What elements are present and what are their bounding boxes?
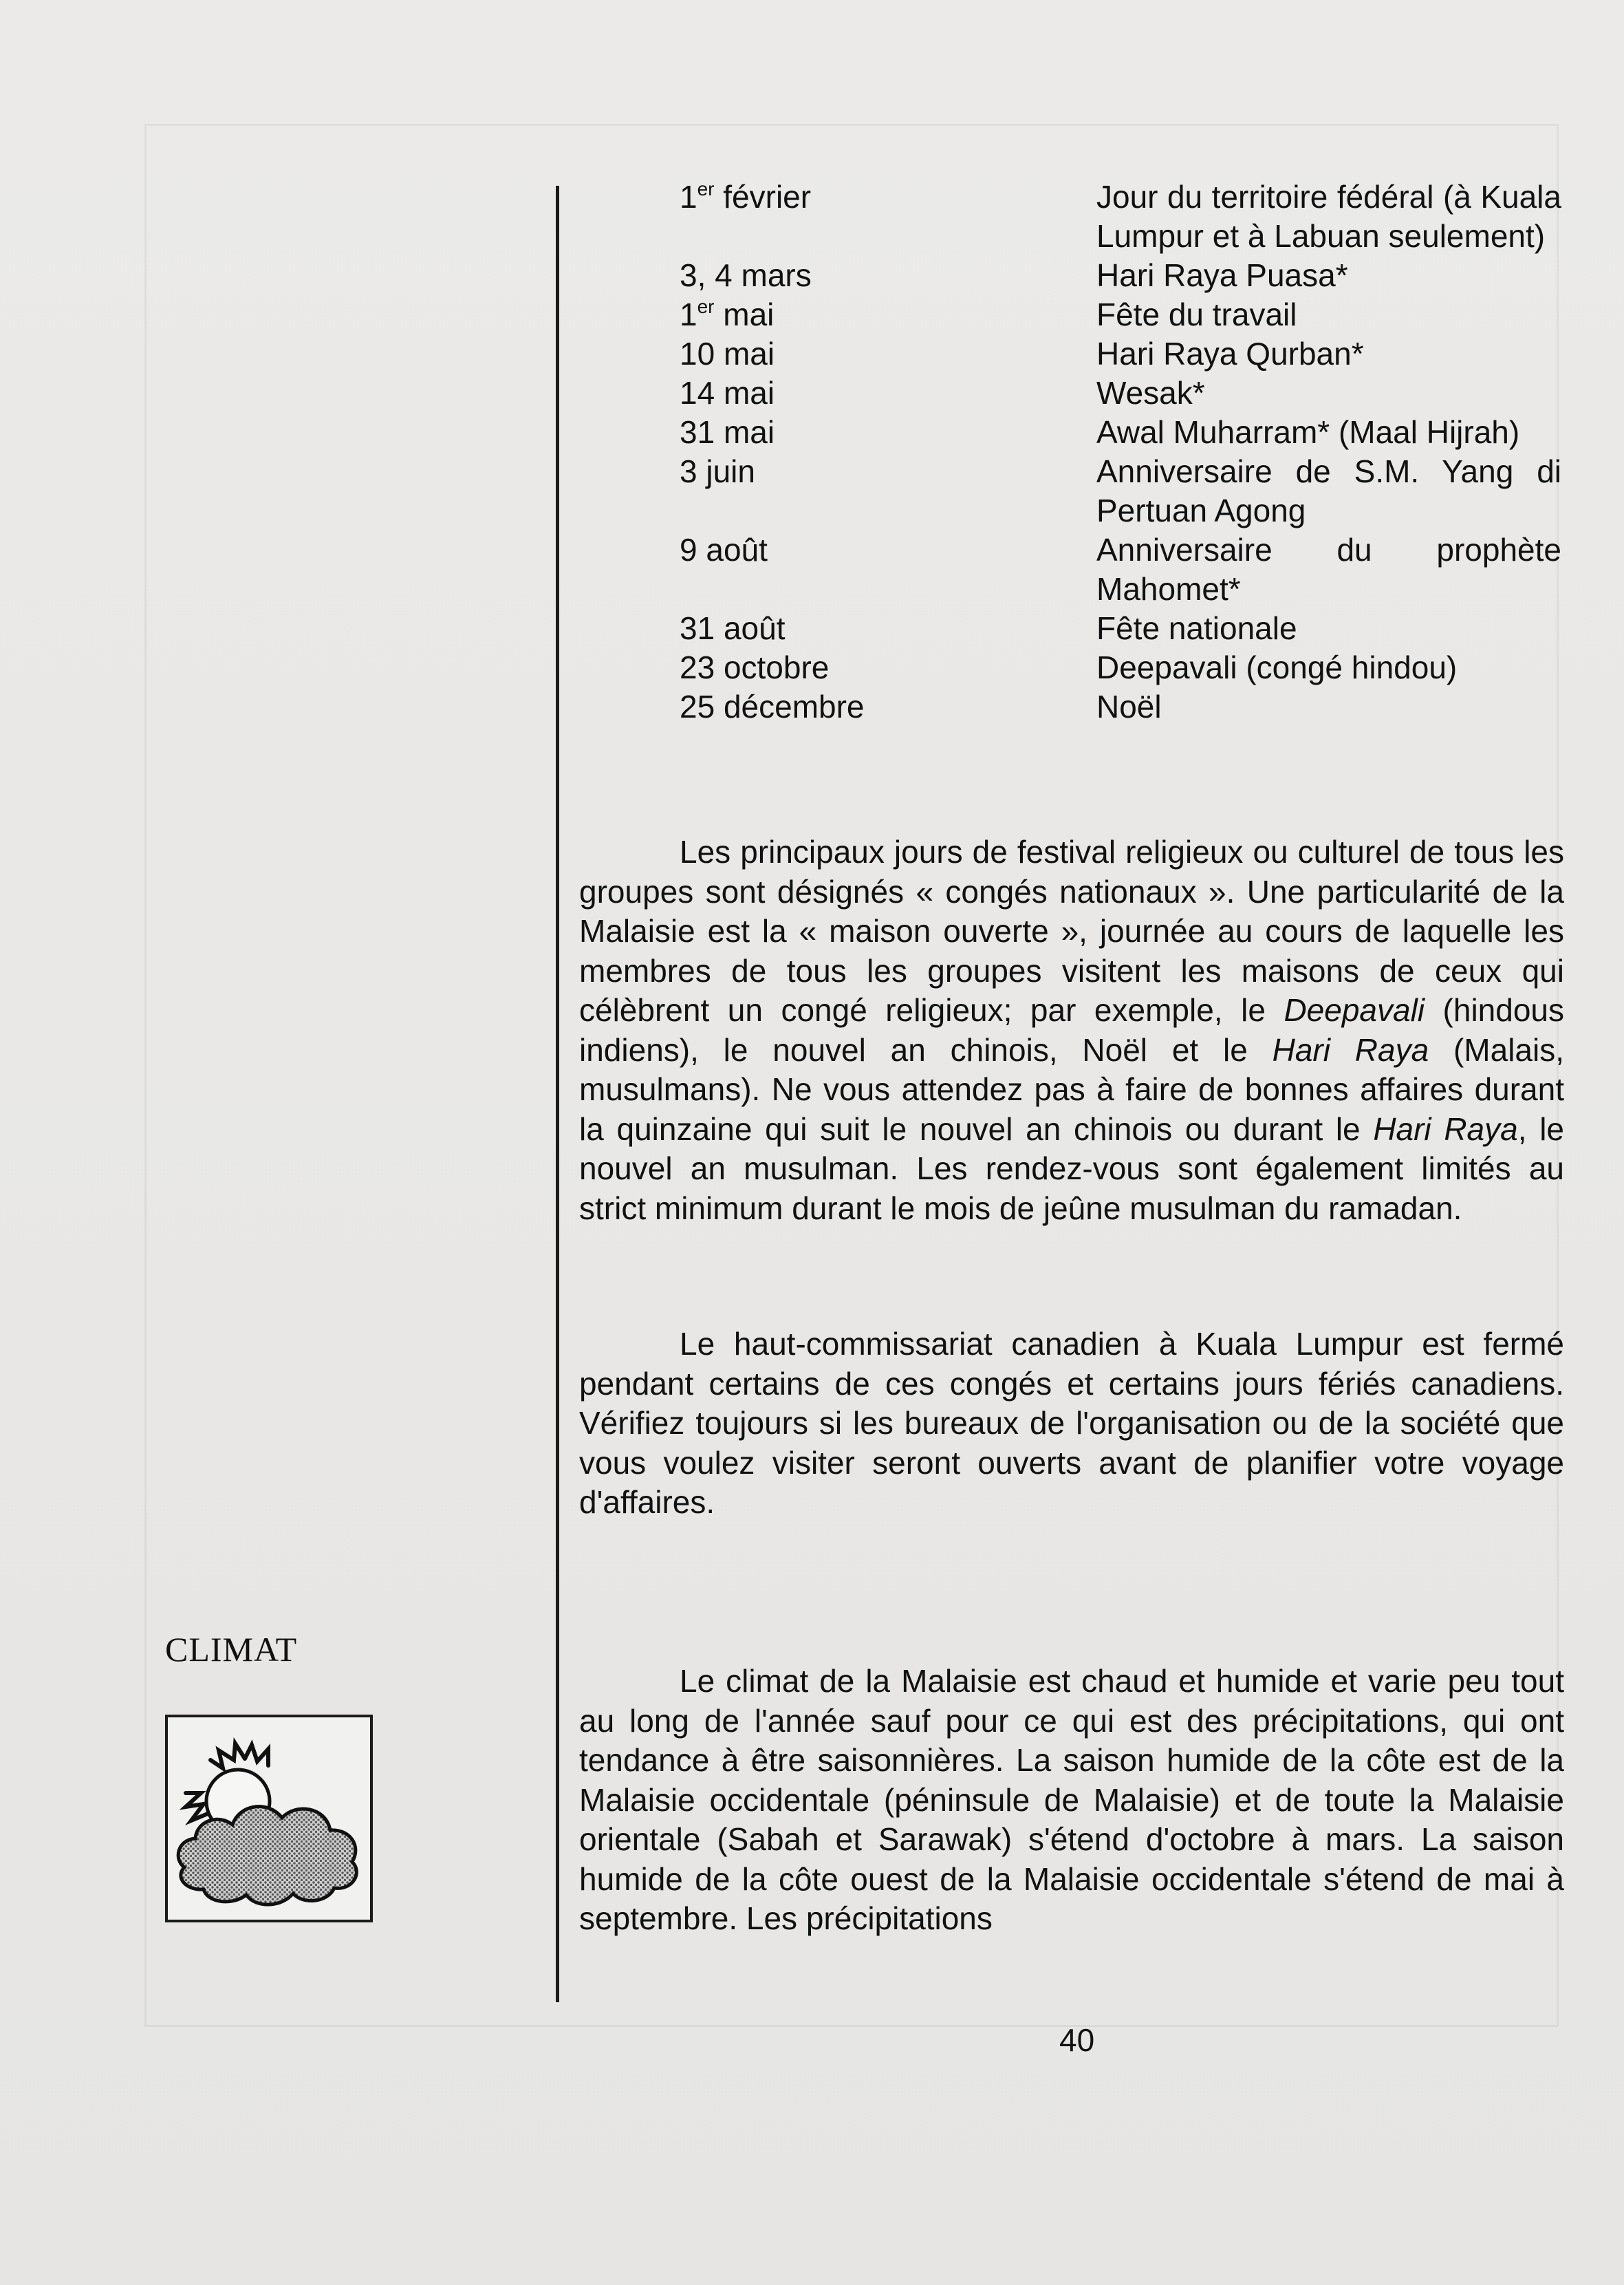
holiday-date: 23 octobre [680, 650, 830, 685]
holiday-row [680, 413, 1561, 452]
holiday-row [680, 178, 1561, 256]
holiday-row [680, 452, 1561, 530]
holiday-row [680, 609, 1561, 648]
cloud-shape [178, 1807, 356, 1905]
holiday-date: 31 mai [680, 414, 775, 450]
holiday-date: 3 juin [680, 453, 755, 489]
holiday-date: 3, 4 mars [680, 257, 812, 293]
column-divider [556, 186, 559, 2002]
holiday-name: Fête nationale [1096, 610, 1297, 646]
paragraph-climate: Le climat de la Malaisie est chaud et humide et varie peu tout au long de l'année sauf pour ce qui est des précipitations, qui ont tendance à être saisonnières. La saison humide de la côte est de la Malaisie occidentale (péninsule de Malaisie) et de toute la Malaisie orientale (Sabah et Sarawak) s'étend d'octobre à mars. La saison humide de la côte ouest de la Malaisie occidentale s'étend de mai à septembre. Les précipitations [579, 1663, 1564, 1936]
holiday-name: Anniversaire de S.M. Yang di Pertuan Agong [1096, 453, 1561, 528]
holiday-date: 10 mai [680, 336, 775, 372]
paragraph-high-commission-closures: Le haut-commissariat canadien à Kuala Lumpur est fermé pendant certains de ces congés et certains jours fériés canadiens. Vérifiez toujours si les bureaux de l'organisation ou de la société que vous voulez visiter seront ouverts avant de planifier votre voyage d'affaires. [579, 1326, 1564, 1520]
holiday-date: 9 août [680, 532, 768, 568]
holiday-name: Hari Raya Puasa* [1096, 257, 1348, 293]
holiday-row [680, 256, 1561, 295]
holiday-date: 14 mai [680, 375, 775, 411]
holiday-name: Jour du territoire fédéral (à Kuala Lumpur et à Labuan seulement) [1096, 179, 1561, 254]
holiday-name: Awal Muharram* (Maal Hijrah) [1096, 414, 1520, 450]
holiday-row [680, 530, 1561, 609]
holiday-list [680, 178, 1561, 727]
holiday-date: 25 décembre [680, 689, 865, 725]
holiday-name: Anniversaire du prophète Mahomet* [1096, 532, 1561, 607]
page-number: 40 [1059, 2022, 1095, 2058]
holiday-date: 1er mai [680, 296, 775, 332]
paragraph-national-holidays: Les principaux jours de festival religieux ou culturel de tous les groupes sont désignés « congés nationaux ». Une particularité de la Malaisie est la « maison ouverte », journée au cours de laquelle les membres de tous les groupes visitent les maisons de ceux qui célèbrent un congé religieux; par exemple, le Deepavali (hindous indiens), le nouvel an chinois, Noël et le Hari Raya (Malais, musulmans). Ne vous attendez pas à faire de bonnes affaires durant la quinzaine qui suit le nouvel an chinois ou durant le Hari Raya, le nouvel an musulman. Les rendez-vous sont également limités au strict minimum durant le mois de jeûne musulman du ramadan. [579, 834, 1565, 1226]
holiday-name: Wesak* [1096, 375, 1205, 411]
holiday-name: Fête du travail [1096, 297, 1297, 332]
section-heading-climat: CLIMAT [165, 1630, 298, 1669]
holiday-row [680, 334, 1561, 374]
holiday-row [680, 374, 1561, 413]
holiday-row [680, 648, 1561, 687]
weather-icon-box [165, 1715, 373, 1922]
holiday-row [680, 295, 1561, 334]
holiday-name: Deepavali (congé hindou) [1096, 650, 1458, 685]
holiday-name: Noël [1096, 689, 1162, 725]
holiday-date: 31 août [680, 610, 786, 646]
holiday-date: 1er février [680, 178, 812, 215]
holiday-name: Hari Raya Qurban* [1096, 336, 1364, 372]
holiday-row [680, 687, 1561, 727]
sun-behind-cloud-icon [168, 1717, 370, 1920]
